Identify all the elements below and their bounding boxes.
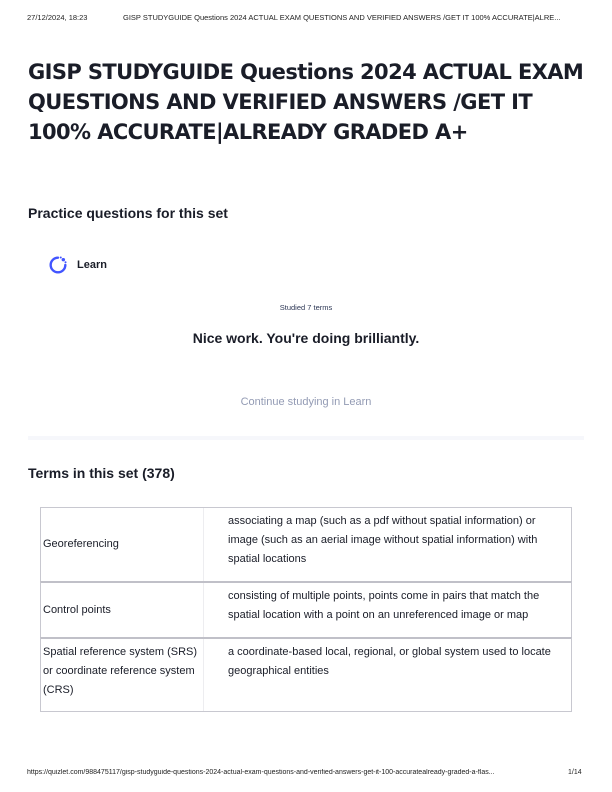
practice-section-heading: Practice questions for this set (28, 205, 228, 221)
studied-terms-count: Studied 7 terms (279, 303, 333, 312)
continue-learn-button[interactable]: Continue studying in Learn (240, 396, 372, 408)
section-divider (28, 436, 584, 440)
page-title: GISP STUDYGUIDE Questions 2024 ACTUAL EXAM QUESTIONS AND VERIFIED ANSWERS /GET IT 100% ACCURATE|ALREADY GRADED A+ (28, 60, 584, 144)
progress-message: Nice work. You're doing brilliantly. (192, 330, 420, 346)
learn-label: Learn (77, 259, 107, 271)
term-text: Georeferencing (41, 508, 204, 581)
term-row (40, 507, 572, 582)
learn-mode-link[interactable] (47, 254, 107, 276)
definition-text: a coordinate-based local, regional, or global system used to locate geographical entities (228, 646, 551, 677)
term-row (40, 637, 572, 712)
term-row (40, 581, 572, 638)
print-footer-url: https://quizlet.com/988475117/gisp-studyguide-questions-2024-actual-exam-questions-and-verified-answers-get-it-100-accuratealready-graded-a-flas... (27, 769, 495, 776)
terms-section-heading: Terms in this set (378) (28, 465, 175, 481)
terms-table (40, 508, 572, 712)
term-text: Spatial reference system (SRS) or coordinate reference system (CRS) (41, 639, 204, 711)
definition-text: consisting of multiple points, points come in pairs that match the spatial location with a point on an unreferenced image or map (228, 590, 540, 621)
learn-icon (47, 254, 69, 276)
print-footer-page-number: 1/14 (568, 769, 582, 776)
term-text: Control points (41, 583, 204, 637)
definition-text: associating a map (such as a pdf without spatial information) or image (such as an aerial image without spatial information) with spatial locations (228, 515, 538, 565)
print-header-datetime: 27/12/2024, 18:23 (27, 13, 88, 22)
print-header-title: GISP STUDYGUIDE Questions 2024 ACTUAL EXAM QUESTIONS AND VERIFIED ANSWERS /GET IT 100% ACCURATE|ALRE... (123, 13, 561, 22)
